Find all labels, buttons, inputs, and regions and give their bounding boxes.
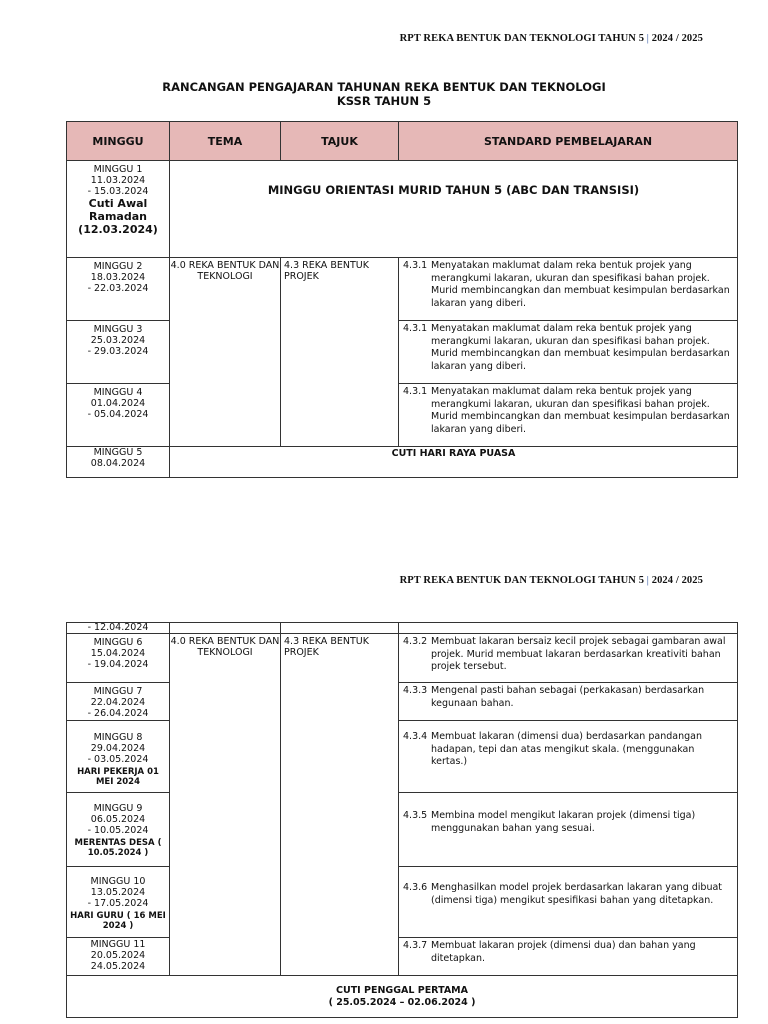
topik-cell: [281, 634, 399, 976]
week-label: MINGGU 6: [93, 637, 143, 648]
sp-number: 4.3.3: [403, 685, 428, 696]
sp-text: Membuat lakaran (dimensi dua) berdasarkan pandangan hadapan, tepi dan atas mengikut skala. (menggunakan kertas.): [431, 731, 702, 767]
table-row-holiday: [67, 447, 738, 478]
week-label: MINGGU 10: [90, 876, 146, 887]
week-date-from: 25.03.2024: [90, 335, 146, 346]
table-row: [67, 321, 738, 384]
table-row: [67, 721, 738, 793]
week-cell: [67, 938, 170, 976]
page-header: [400, 575, 703, 586]
week-cell: [67, 321, 170, 384]
week-cell: [67, 867, 170, 938]
holiday-title: CUTI PENGGAL PERTAMA: [336, 985, 468, 996]
table-header-row: [67, 122, 738, 161]
orientation-text: MINGGU ORIENTASI MURID TAHUN 5 (ABC DAN TRANSISI): [267, 183, 640, 197]
week-label: MINGGU 11: [90, 939, 146, 950]
week-date-from: 06.05.2024: [90, 814, 146, 825]
holiday-text: CUTI HARI RAYA PUASA: [391, 448, 516, 459]
rpt-table-page1: [66, 121, 738, 478]
week-date-from: 15.04.2024: [90, 648, 146, 659]
sp-number: 4.3.4: [403, 731, 428, 742]
sp-cell: [399, 683, 738, 721]
sp-number: 4.3.1: [403, 386, 428, 397]
tema-cell: [170, 634, 281, 976]
empty-cell: [399, 623, 738, 634]
sp-cell: [399, 721, 738, 793]
week-date-to: - 03.05.2024: [87, 754, 149, 765]
table-row: [67, 683, 738, 721]
header-year: 2024 / 2025: [651, 575, 703, 586]
sp-cell: [399, 793, 738, 867]
holiday-cell: [67, 976, 738, 1018]
col-header-minggu: MINGGU: [67, 122, 170, 161]
sp-text: Membuat lakaran projek (dimensi dua) dan bahan yang ditetapkan.: [431, 940, 696, 964]
week-date-to: - 15.03.2024: [87, 186, 149, 197]
week-date-to: - 12.04.2024: [87, 622, 149, 633]
week-cell: [67, 634, 170, 683]
table-row: [67, 867, 738, 938]
week-date-to: - 29.03.2024: [87, 346, 149, 357]
sp-text: Menyatakan maklumat dalam reka bentuk projek yang merangkumi lakaran, ukuran dan spesifikasi bahan projek. Murid membincangkan dan membuat kesimpulan berdasarkan lakaran yang diberi.: [431, 323, 730, 372]
week-note: HARI PEKERJA 01 MEI 2024: [77, 767, 159, 787]
col-header-standard: STANDARD PEMBELAJARAN: [399, 122, 738, 161]
week-date-from: 11.03.2024: [90, 175, 146, 186]
header-year: 2024 / 2025: [651, 33, 703, 44]
week-date-to: - 10.05.2024: [87, 825, 149, 836]
week-label: MINGGU 9: [93, 803, 143, 814]
week-date-to: - 22.03.2024: [87, 283, 149, 294]
empty-cell: [281, 623, 399, 634]
table-row: [67, 384, 738, 447]
sp-text: Menghasilkan model projek berdasarkan lakaran yang dibuat (dimensi tiga) mengikut spesifikasi bahan yang ditetapkan.: [431, 882, 723, 906]
week-label: MINGGU 5: [93, 447, 143, 458]
header-text: RPT REKA BENTUK DAN TEKNOLOGI TAHUN 5: [399, 575, 645, 586]
week-date-from: 01.04.2024: [90, 398, 146, 409]
table-row: [67, 634, 738, 683]
header-separator: |: [646, 33, 649, 44]
sp-number: 4.3.5: [403, 810, 428, 821]
week-cell: [67, 384, 170, 447]
week-note: HARI GURU ( 16 MEI 2024 ): [70, 911, 166, 931]
topik-text: 4.3 REKA BENTUK PROJEK: [284, 260, 369, 282]
sp-cell: [399, 938, 738, 976]
page-header: [400, 33, 703, 44]
week-date-from: 20.05.2024: [90, 950, 146, 961]
sp-number: 4.3.1: [403, 260, 428, 271]
week-date-to: - 05.04.2024: [87, 409, 149, 420]
sp-number: 4.3.7: [403, 940, 428, 951]
week-cell: [67, 161, 170, 258]
holiday-dates: ( 25.05.2024 – 02.06.2024 ): [328, 997, 476, 1008]
tema-text: 4.0 REKA BENTUK DAN TEKNOLOGI: [170, 260, 280, 282]
table-row: [67, 258, 738, 321]
sp-number: 4.3.6: [403, 882, 428, 893]
sp-text: Membuat lakaran bersaiz kecil projek sebagai gambaran awal projek. Murid membuat lakaran berdasarkan kreativiti bahan projek tersebut.: [431, 636, 726, 672]
week-label: MINGGU 3: [93, 324, 143, 335]
sp-text: Mengenal pasti bahan sebagai (perkakasan) berdasarkan kegunaan bahan.: [431, 685, 705, 709]
week-cell: [67, 258, 170, 321]
topik-text: 4.3 REKA BENTUK PROJEK: [284, 636, 369, 658]
sp-text: Menyatakan maklumat dalam reka bentuk projek yang merangkumi lakaran, ukuran dan spesifikasi bahan projek. Murid membincangkan dan membuat kesimpulan berdasarkan lakaran yang diberi.: [431, 260, 730, 309]
week-label: MINGGU 2: [93, 261, 143, 272]
sp-cell: [399, 321, 738, 384]
table-row-carry: [67, 623, 738, 634]
table-row: [67, 793, 738, 867]
week-label: MINGGU 1: [93, 164, 143, 175]
week-cell: [67, 447, 170, 478]
document-title: [0, 80, 768, 108]
week-date-from: 13.05.2024: [90, 887, 146, 898]
sp-cell: [399, 258, 738, 321]
table-row-orientation: [67, 161, 738, 258]
document-title-line2: KSSR TAHUN 5: [336, 94, 432, 108]
sp-text: Menyatakan maklumat dalam reka bentuk projek yang merangkumi lakaran, ukuran dan spesifikasi bahan projek. Murid membincangkan dan membuat kesimpulan berdasarkan lakaran yang diberi.: [431, 386, 730, 435]
week-cell: [67, 721, 170, 793]
topik-cell: [281, 258, 399, 447]
sp-text: Membina model mengikut lakaran projek (dimensi tiga) menggunakan bahan yang sesuai.: [431, 810, 696, 834]
week-label: MINGGU 7: [93, 686, 143, 697]
table-row-holiday: [67, 976, 738, 1018]
rpt-table-page2: [66, 622, 738, 1018]
week-note: Cuti Awal Ramadan (12.03.2024): [78, 197, 158, 236]
week-date-to: 24.05.2024: [90, 961, 146, 972]
header-text: RPT REKA BENTUK DAN TEKNOLOGI TAHUN 5: [399, 33, 645, 44]
week-label: MINGGU 4: [93, 387, 143, 398]
week-date-from: 18.03.2024: [90, 272, 146, 283]
week-date-from: 08.04.2024: [90, 458, 146, 469]
week-note: MERENTAS DESA ( 10.05.2024 ): [74, 838, 162, 858]
week-date-to: - 17.05.2024: [87, 898, 149, 909]
week-date-to: - 19.04.2024: [87, 659, 149, 670]
week-date-from: 29.04.2024: [90, 743, 146, 754]
document-title-line1: RANCANGAN PENGAJARAN TAHUNAN REKA BENTUK DAN TEKNOLOGI: [162, 80, 606, 94]
week-cell: [67, 793, 170, 867]
week-label: MINGGU 8: [93, 732, 143, 743]
week-cell: [67, 623, 170, 634]
week-date-to: - 26.04.2024: [87, 708, 149, 719]
table-row: [67, 938, 738, 976]
sp-number: 4.3.2: [403, 636, 428, 647]
tema-text: 4.0 REKA BENTUK DAN TEKNOLOGI: [170, 636, 280, 658]
week-date-from: 22.04.2024: [90, 697, 146, 708]
holiday-cell: [170, 447, 738, 478]
week-cell: [67, 683, 170, 721]
col-header-tema: TEMA: [170, 122, 281, 161]
sp-cell: [399, 867, 738, 938]
orientation-cell: [170, 161, 738, 258]
sp-number: 4.3.1: [403, 323, 428, 334]
col-header-tajuk: TAJUK: [281, 122, 399, 161]
tema-cell: [170, 258, 281, 447]
empty-cell: [170, 623, 281, 634]
sp-cell: [399, 634, 738, 683]
header-separator: |: [646, 575, 649, 586]
sp-cell: [399, 384, 738, 447]
